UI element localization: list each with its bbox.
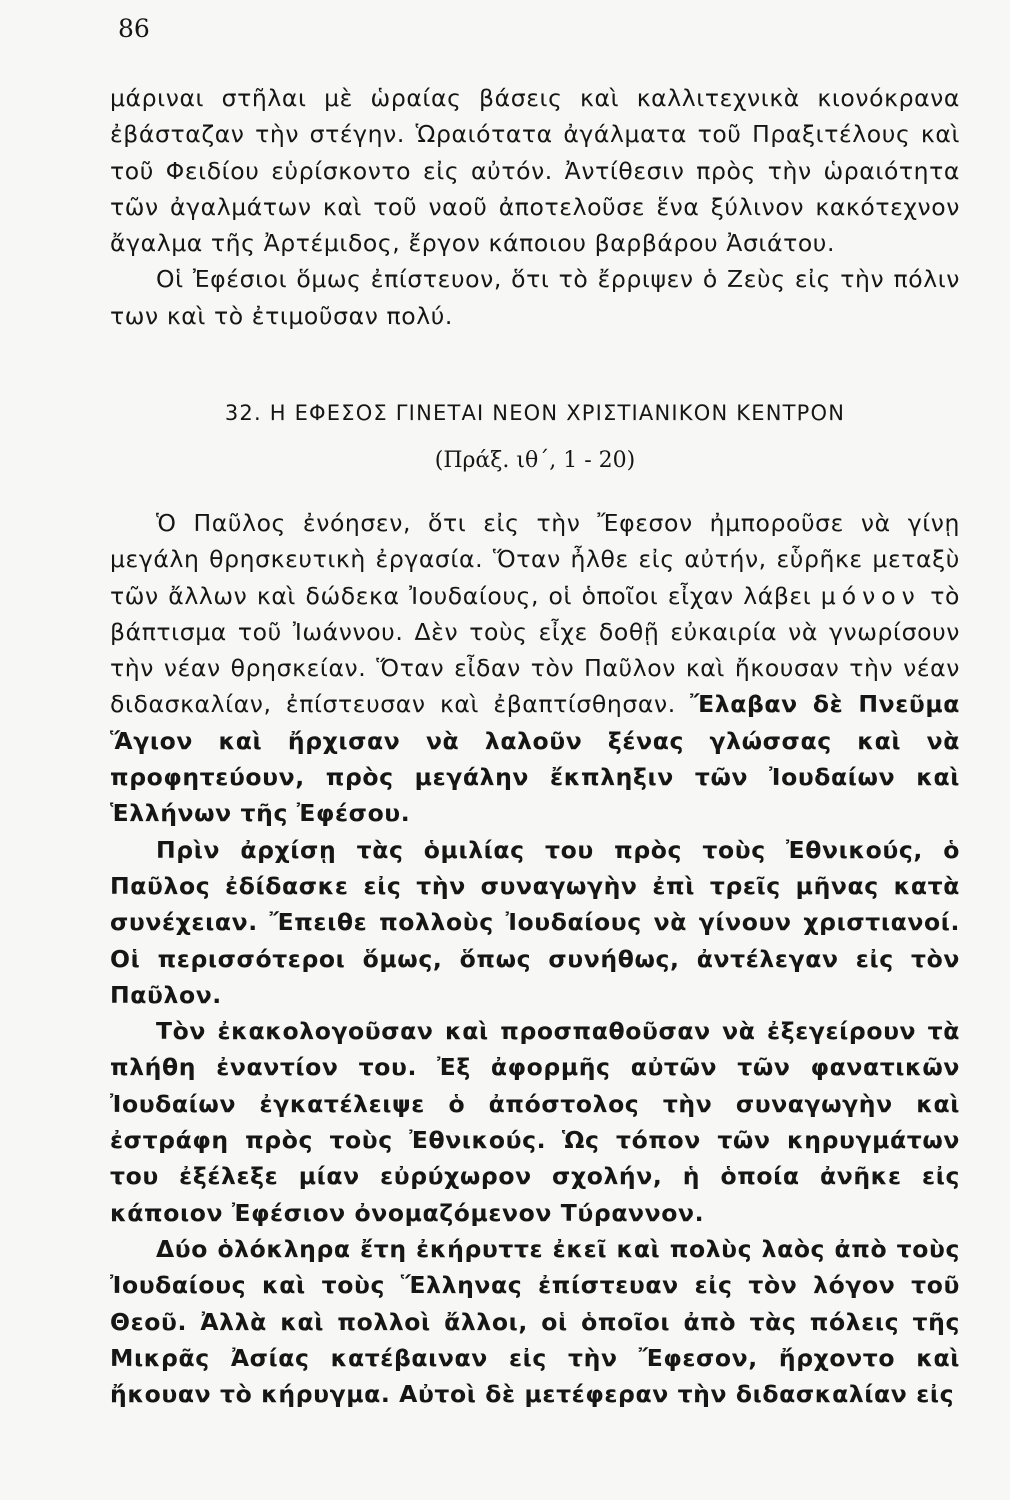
paragraph: μάριναι στῆλαι μὲ ὡραίας βάσεις καὶ καλλιτεχνικὰ κιονόκρανα ἐβάσταζαν τὴν στέγην. Ὡραιότατα ἀγάλματα τοῦ Πραξιτέλους καὶ τοῦ Φειδίου εὑρίσκοντο εἰς αὐτόν. Ἀντίθεσιν πρὸς τὴν ὡραιότητα τῶν ἀγαλμάτων καὶ τοῦ ναοῦ ἀποτελοῦσε ἕνα ξύλινον κακότεχνον ἄγαλμα τῆς Ἀρτέμιδος, ἔργον κάποιου βαρβάρου Ἀσιάτου. (110, 84, 960, 258)
paragraph (110, 505, 960, 832)
scripture-reference: (Πράξ. ιθ΄, 1 - 20) (434, 448, 636, 473)
bold-text-run: Τὸν ἐκακολογοῦσαν καὶ προσπαθοῦσαν νὰ ἐξεγείρουν τὰ πλήθη ἐναντίον του. Ἐξ ἀφορμῆς αὐτῶν τῶν φανατικῶν Ἰουδαίων ἐγκατέλειψε ὁ ἀπόστολος τὴν συναγωγὴν καὶ ἐστράφη πρὸς τοὺς Ἐθνικούς. (110, 1017, 960, 1155)
page-number: 86 (118, 14, 150, 43)
text-run: Ὁ Παῦλος ἐνόησεν, ὅτι εἰς τὴν Ἔφεσον ἠμποροῦσε νὰ γίνῃ μεγάλη θρησκευτικὴ ἐργασία. Ὅταν ἦλθε εἰς αὐτήν, εὗρῆκε μεταξὺ τῶν ἄλλων καὶ δώδεκα Ἰουδαίους, οἱ ὁποῖοι εἶχαν λάβει (110, 509, 960, 610)
section-text (110, 505, 960, 1412)
text-run: τὸ βάπτισμα τοῦ Ἰωάννου. Δὲν τοὺς εἶχε δοθῇ εὐκαιρία νὰ γνωρίσουν τὴν νέαν θρησκείαν. Ὅταν εἶδαν τὸν Παῦλον καὶ ἤκουσαν τὴν νέαν διδασκαλίαν, ἐπίστευσαν καὶ ἐβαπτίσθησαν. (110, 581, 960, 719)
bold-text-run: Ἔλαβαν δὲ Πνεῦμα Ἅγιον καὶ ἤρχισαν νὰ λαλοῦν ξένας γλώσσας καὶ νὰ προφητεύουν, πρὸς μεγάλην ἔκπληξιν τῶν Ἰουδαίων καὶ Ἑλλήνων τῆς Ἐφέσου. (110, 690, 960, 828)
bold-text-run: Ὡς τόπον τῶν κηρυγμάτων του ἐξέλεξε μίαν εὐρύχωρον σχολήν, ἡ ὁποία ἀνῆκε εἰς κάποιον Ἐφέσιον ὀνομαζόμενον Τύραννον. (110, 1126, 960, 1227)
paragraph: Πρὶν ἀρχίσῃ τὰς ὁμιλίας του πρὸς τοὺς Ἐθνικούς, ὁ Παῦλος ἐδίδασκε εἰς τὴν συναγωγὴν ἐπὶ τρεῖς μῆνας κατὰ συνέχειαν. Ἔπειθε πολλοὺς Ἰουδαίους νὰ γίνουν χριστιανοί. Οἱ περισσότεροι ὅμως, ὅπως συνήθως, ἀντέλεγαν εἰς τὸν Παῦλον. (110, 835, 960, 1009)
intro-text (110, 80, 960, 334)
paragraph: Δύο ὁλόκληρα ἔτη ἐκήρυττε ἐκεῖ καὶ πολὺς λαὸς ἀπὸ τοὺς Ἰουδαίους καὶ τοὺς Ἕλληνας ἐπίστευαν εἰς τὸν λόγον τοῦ Θεοῦ. Ἀλλὰ καὶ πολλοὶ ἄλλοι, οἱ ὁποῖοι ἀπὸ τὰς πόλεις τῆς Μικρᾶς Ἀσίας κατέβαιναν εἰς τὴν Ἔφεσον, ἤρχοντο καὶ ἤκουαν τὸ κήρυγμα. Αὐτοὶ δὲ μετέφεραν τὴν διδασκαλίαν εἰς (110, 1234, 960, 1409)
emphasized-word: μόνον (820, 581, 921, 610)
section-heading: 32. Η ΕΦΕΣΟΣ ΓΙΝΕΤΑΙ ΝΕΟΝ ΧΡΙΣΤΙΑΝΙΚΟΝ ΚΕΝΤΡΟΝ (224, 401, 846, 425)
paragraph: Οἱ Ἐφέσιοι ὅμως ἐπίστευον, ὅτι τὸ ἔρριψεν ὁ Ζεὺς εἰς τὴν πόλιν των καὶ τὸ ἐτιμοῦσαν πολύ. (110, 265, 960, 330)
paragraph (110, 1013, 960, 1231)
